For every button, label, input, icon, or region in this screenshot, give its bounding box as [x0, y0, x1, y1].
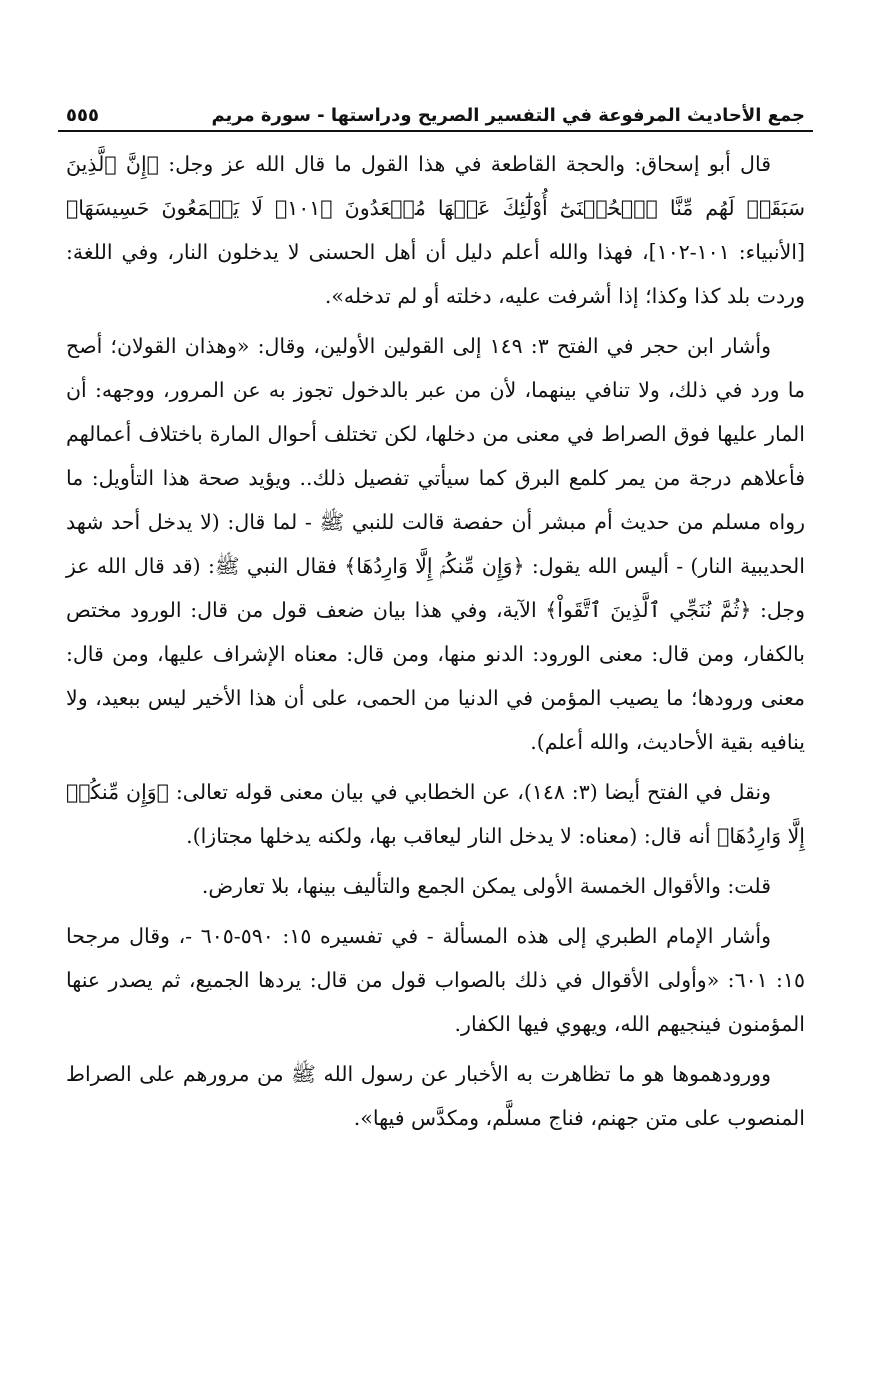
- running-header: [58, 98, 813, 130]
- paragraph-1: قال أبو إسحاق: والحجة القاطعة في هذا القول ما قال الله عز وجل: ﴿إِنَّ ٱلَّذِينَ سَبَقَتۡ لَهُم مِّنَّا ٱلۡحُسۡنَىٰٓ أُوْلَٰٓئِكَ عَنۡهَا مُبۡعَدُونَ ﴿١٠١﴾ لَا يَسۡمَعُونَ حَسِيسَهَا﴾ [الأنبياء: ١٠١-١٠٢]، فهذا والله أعلم دليل أن أهل الحسنى لا يدخلون النار، وفي اللغة: وردت بلد كذا وكذا؛ إذا أشرفت عليه، دخلته أو لم تدخله».: [66, 152, 806, 308]
- header-title: جمع الأحاديث المرفوعة في التفسير الصريح ودراستها - سورة مريم: [211, 105, 805, 126]
- paragraph-4: قلت: والأقوال الخمسة الأولى يمكن الجمع والتأليف بينها، بلا تعارض.: [201, 874, 771, 898]
- page-body: [58, 142, 813, 1140]
- page-number: ٥٥٥: [66, 105, 99, 126]
- paragraph-3: ونقل في الفتح أيضا (٣: ١٤٨)، عن الخطابي في بيان معنى قوله تعالى: ﴿وَإِن مِّنكُمۡ إِلَّا وَارِدُهَا﴾ أنه قال: (معناه: لا يدخل النار ليعاقب بها، ولكنه يدخلها مجتازا).: [66, 780, 805, 848]
- header-rule: [58, 130, 813, 132]
- paragraph-2: وأشار ابن حجر في الفتح ٣: ١٤٩ إلى القولين الأولين، وقال: «وهذان القولان؛ أصح ما ورد في ذلك، ولا تنافي بينهما، لأن من عبر بالدخول تجوز به عن المرور، ووجهه: أن المار عليها فوق الصراط في معنى من دخلها، لكن تختلف أحوال المارة باختلاف أعمالهم فأعلاهم درجة من يمر كلمع البرق كما سيأتي تفصيل ذلك.. ويؤيد صحة هذا التأويل: ما رواه مسلم من حديث أم مبشر أن حفصة قالت للنبي ﷺ - لما قال: (لا يدخل أحد شهد الحديبية النار) - أليس الله يقول: ﴿وَإِن مِّنكُمۡ إِلَّا وَارِدُهَا﴾ فقال النبي ﷺ: (قد قال الله عز وجل: ﴿ثُمَّ نُنَجِّي ٱلَّذِينَ ٱتَّقَواْ﴾ الآية، وفي هذا بيان ضعف قول من قال: الورود مختص بالكفار، ومن قال: معنى الورود: الدنو منها، ومن قال: معناه الإشراف عليها، ومن قال: معنى ورودها؛ ما يصيب المؤمن في الدنيا من الحمى، على أن هذا الأخير ليس ببعيد، ولا ينافيه بقية الأحاديث، والله أعلم).: [66, 334, 806, 754]
- paragraph-5: وأشار الإمام الطبري إلى هذه المسألة - في تفسيره ١٥: ٥٩٠-٦٠٥ -، وقال مرجحا ١٥: ٦٠١: «وأولى الأقوال في ذلك بالصواب قول من قال: يردها الجميع، ثم يصدر عنها المؤمنون فينجيهم الله، ويهوي فيها الكفار.: [66, 924, 805, 1036]
- paragraph-6: وورودهموها هو ما تظاهرت به الأخبار عن رسول الله ﷺ من مرورهم على الصراط المنصوب على متن جهنم، فناج مسلَّم، ومكدَّس فيها».: [66, 1062, 805, 1130]
- page: [58, 98, 813, 1146]
